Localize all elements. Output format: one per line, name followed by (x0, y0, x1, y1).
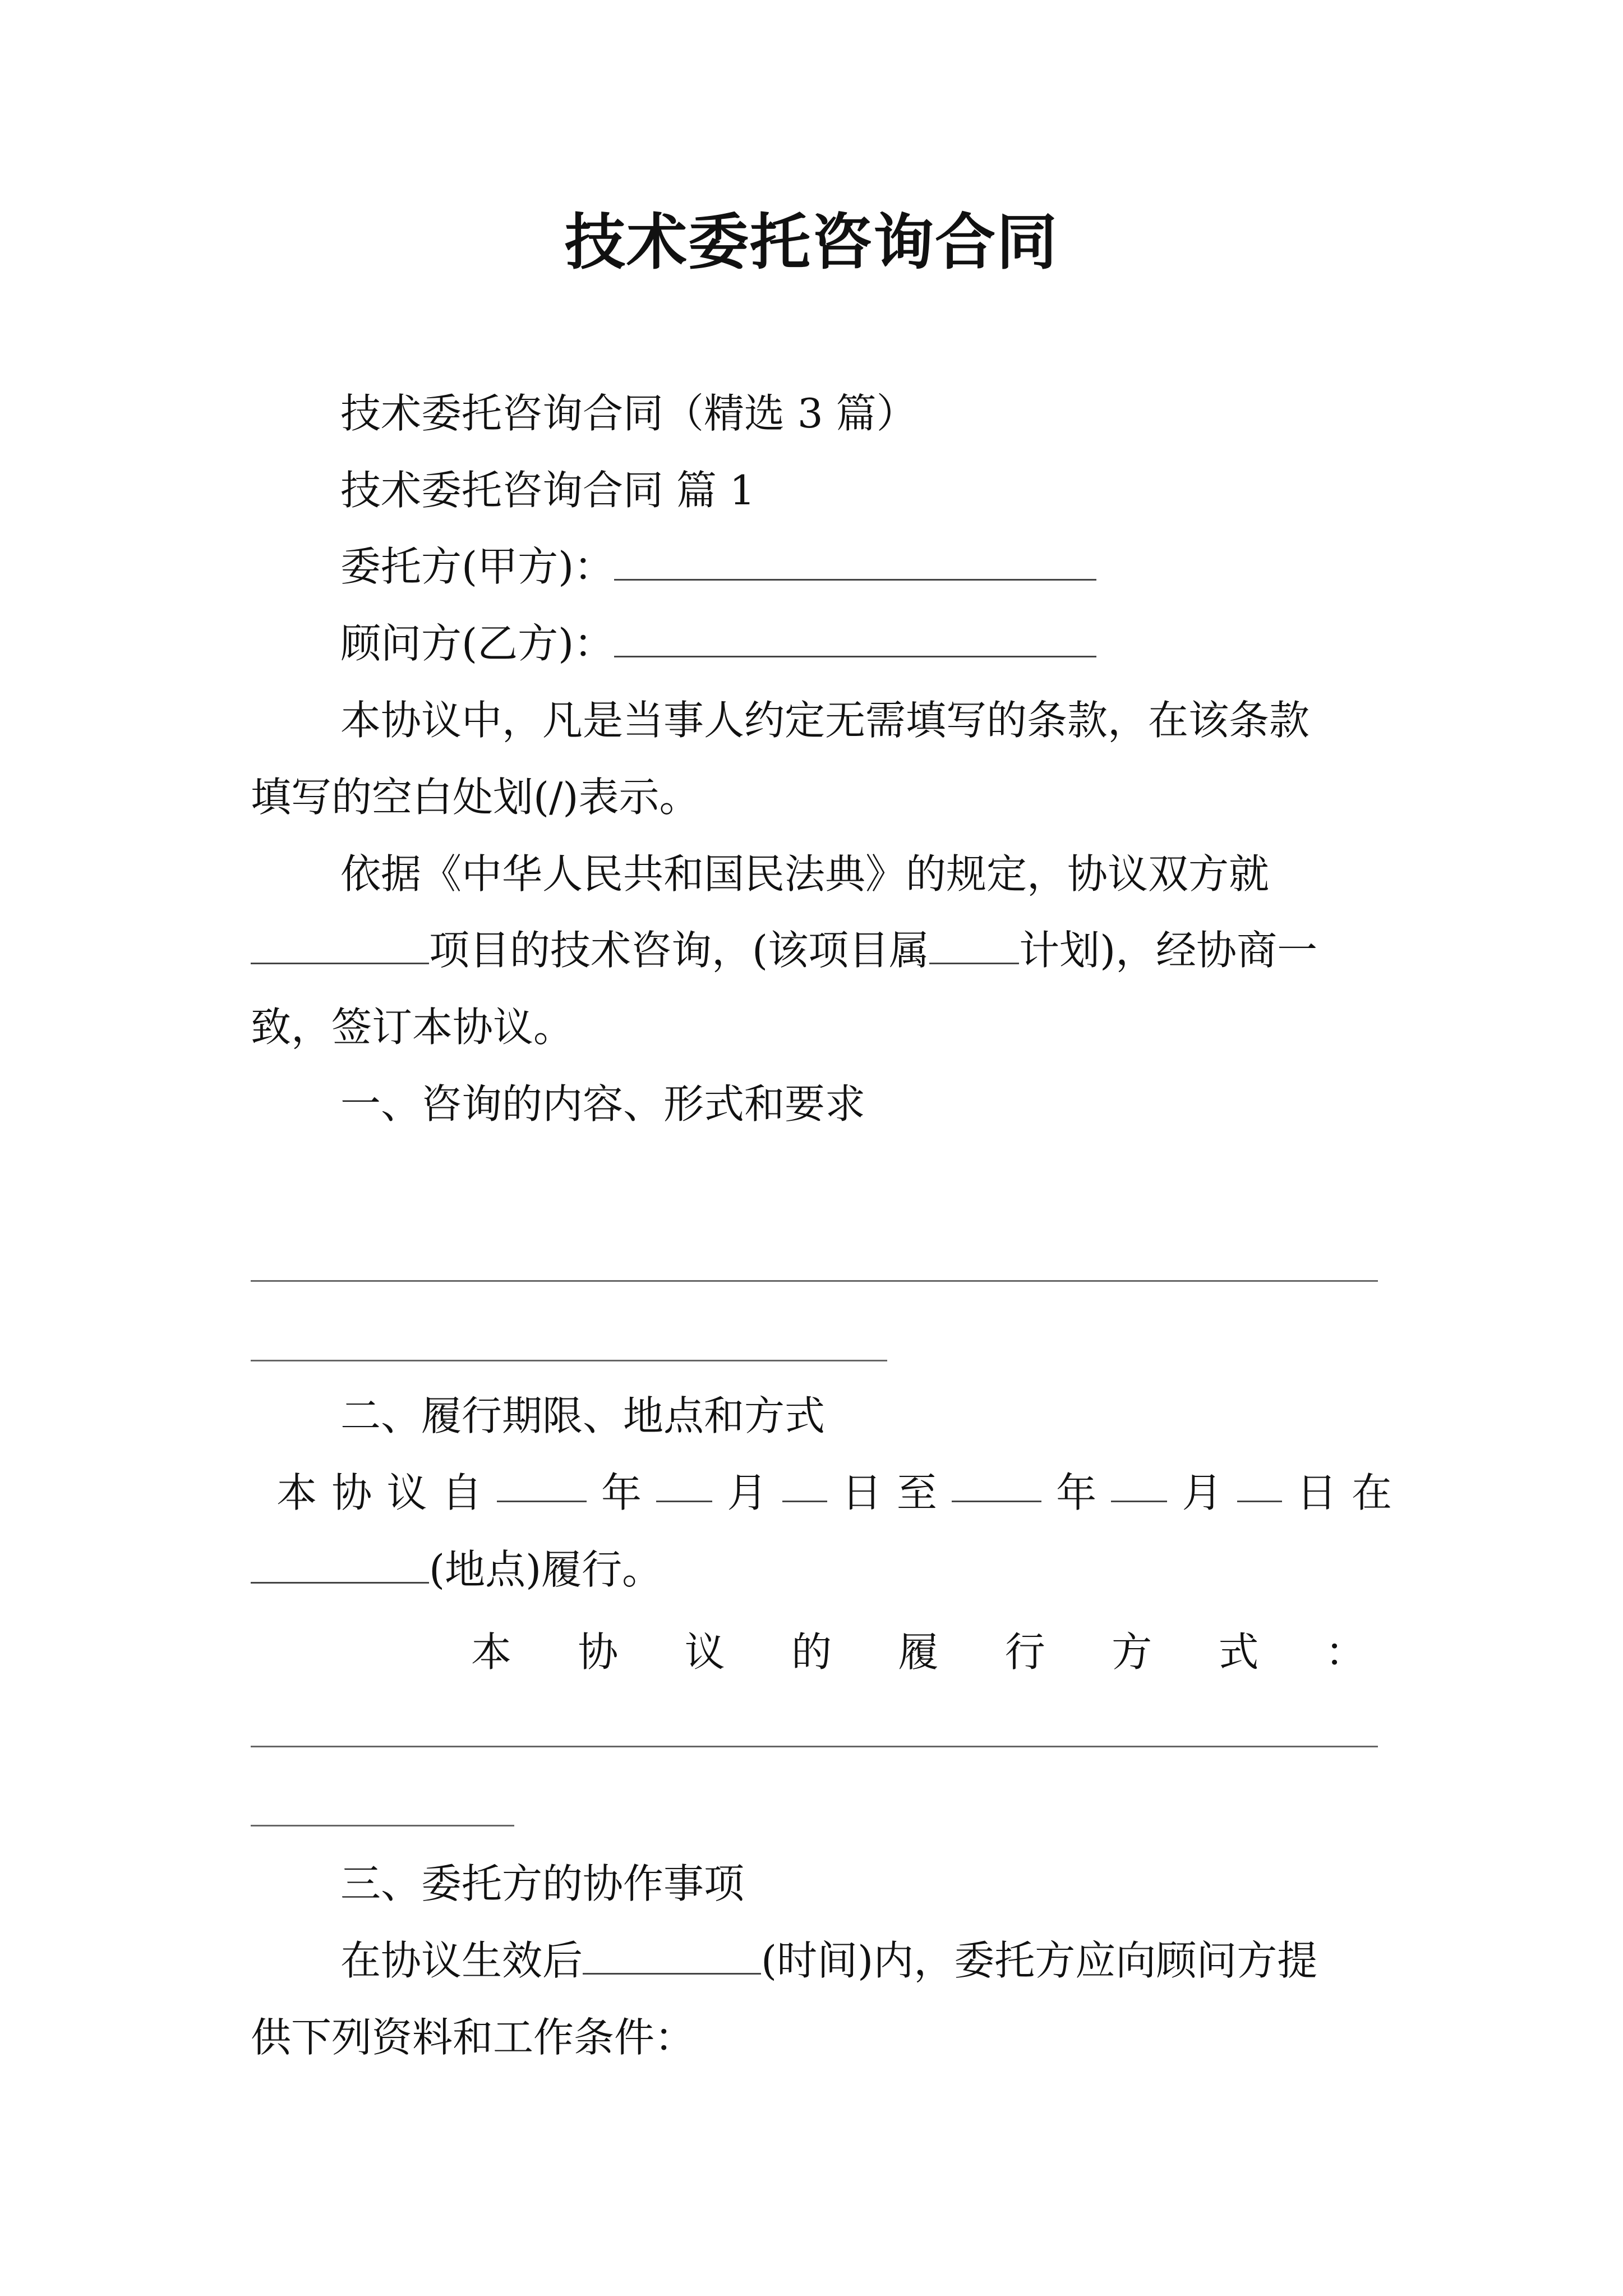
end-month-blank[interactable] (1111, 1466, 1167, 1502)
method-line (471, 1625, 1366, 1679)
heading-2: 二、履行期限、地点和方式 (340, 1392, 826, 1439)
heading-1: 一、咨询的内容、形式和要求 (340, 1080, 866, 1128)
blank-note-line-2: 填写的空白处划(/)表示。 (251, 774, 700, 821)
method-fill-line-1[interactable] (251, 1746, 1378, 1747)
party-a-line (340, 540, 1096, 593)
basis-line-2-text-a: 项目的技术咨询，(该项目属 (429, 927, 930, 974)
term-line-1 (251, 1466, 1392, 1520)
term-char: 协 (331, 1469, 372, 1516)
basis-line-3: 致，签订本协议。 (251, 1004, 574, 1051)
year-label: 年 (601, 1469, 642, 1516)
cooperation-line-1 (340, 1934, 1317, 1987)
time-blank[interactable] (583, 1938, 761, 1975)
day-label: 日 (841, 1469, 882, 1516)
start-day-blank[interactable] (782, 1466, 827, 1502)
party-b-label: 顾问方(乙方)： (340, 620, 615, 667)
method-char: 方 (1112, 1628, 1152, 1676)
term-line-2 (251, 1543, 662, 1596)
month-label: 月 (727, 1469, 768, 1516)
blank-note-line-1: 本协议中，凡是当事人约定无需填写的条款，在该条款 (340, 697, 1310, 744)
to-label: 至 (896, 1469, 937, 1516)
method-char: 式 (1218, 1628, 1259, 1676)
start-month-blank[interactable] (656, 1466, 712, 1502)
document-title: 技术委托咨询合同 (564, 207, 1058, 278)
cooperation-text-b: (时间)内，委托方应向顾问方提 (761, 1937, 1318, 1984)
basis-line-2 (251, 923, 1317, 977)
day-label: 日 (1296, 1469, 1337, 1516)
party-a-blank[interactable] (614, 544, 1096, 581)
start-year-blank[interactable] (497, 1466, 587, 1502)
end-day-blank[interactable] (1237, 1466, 1282, 1502)
location-blank[interactable] (251, 1547, 429, 1584)
method-char: 协 (578, 1628, 619, 1676)
year-label: 年 (1056, 1469, 1097, 1516)
term-char: 议 (386, 1469, 427, 1516)
end-year-blank[interactable] (952, 1466, 1041, 1502)
month-label: 月 (1182, 1469, 1223, 1516)
subtitle: 技术委托咨询合同（精选 3 篇） (340, 390, 917, 437)
basis-line-1: 依据《中华人民共和国民法典》的规定，协议双方就 (340, 850, 1270, 898)
project-blank[interactable] (251, 928, 429, 964)
at-label: 在 (1351, 1469, 1392, 1516)
term-char: 自 (441, 1469, 482, 1516)
party-b-blank[interactable] (614, 621, 1096, 657)
content-fill-line-2[interactable] (251, 1360, 887, 1361)
party-b-line (340, 616, 1096, 670)
plan-blank[interactable] (929, 928, 1019, 964)
section-heading: 技术委托咨询合同 篇 1 (340, 467, 755, 514)
method-char: 本 (471, 1628, 512, 1676)
cooperation-text-a: 在协议生效后 (340, 1937, 583, 1984)
basis-line-2-text-b: 计划)，经协商一 (1019, 927, 1318, 974)
method-char: 行 (1004, 1628, 1045, 1676)
location-text: (地点)履行。 (429, 1546, 663, 1593)
content-fill-line-1[interactable] (251, 1280, 1378, 1282)
cooperation-line-2: 供下列资料和工作条件： (251, 2014, 695, 2061)
heading-3: 三、委托方的协作事项 (340, 1860, 745, 1907)
party-a-label: 委托方(甲方)： (340, 543, 615, 590)
method-fill-line-2[interactable] (251, 1825, 514, 1826)
method-char: 的 (791, 1628, 832, 1676)
term-char: 本 (276, 1469, 317, 1516)
method-char: 履 (898, 1628, 939, 1676)
method-char: ： (1325, 1628, 1366, 1676)
method-char: 议 (684, 1628, 725, 1676)
